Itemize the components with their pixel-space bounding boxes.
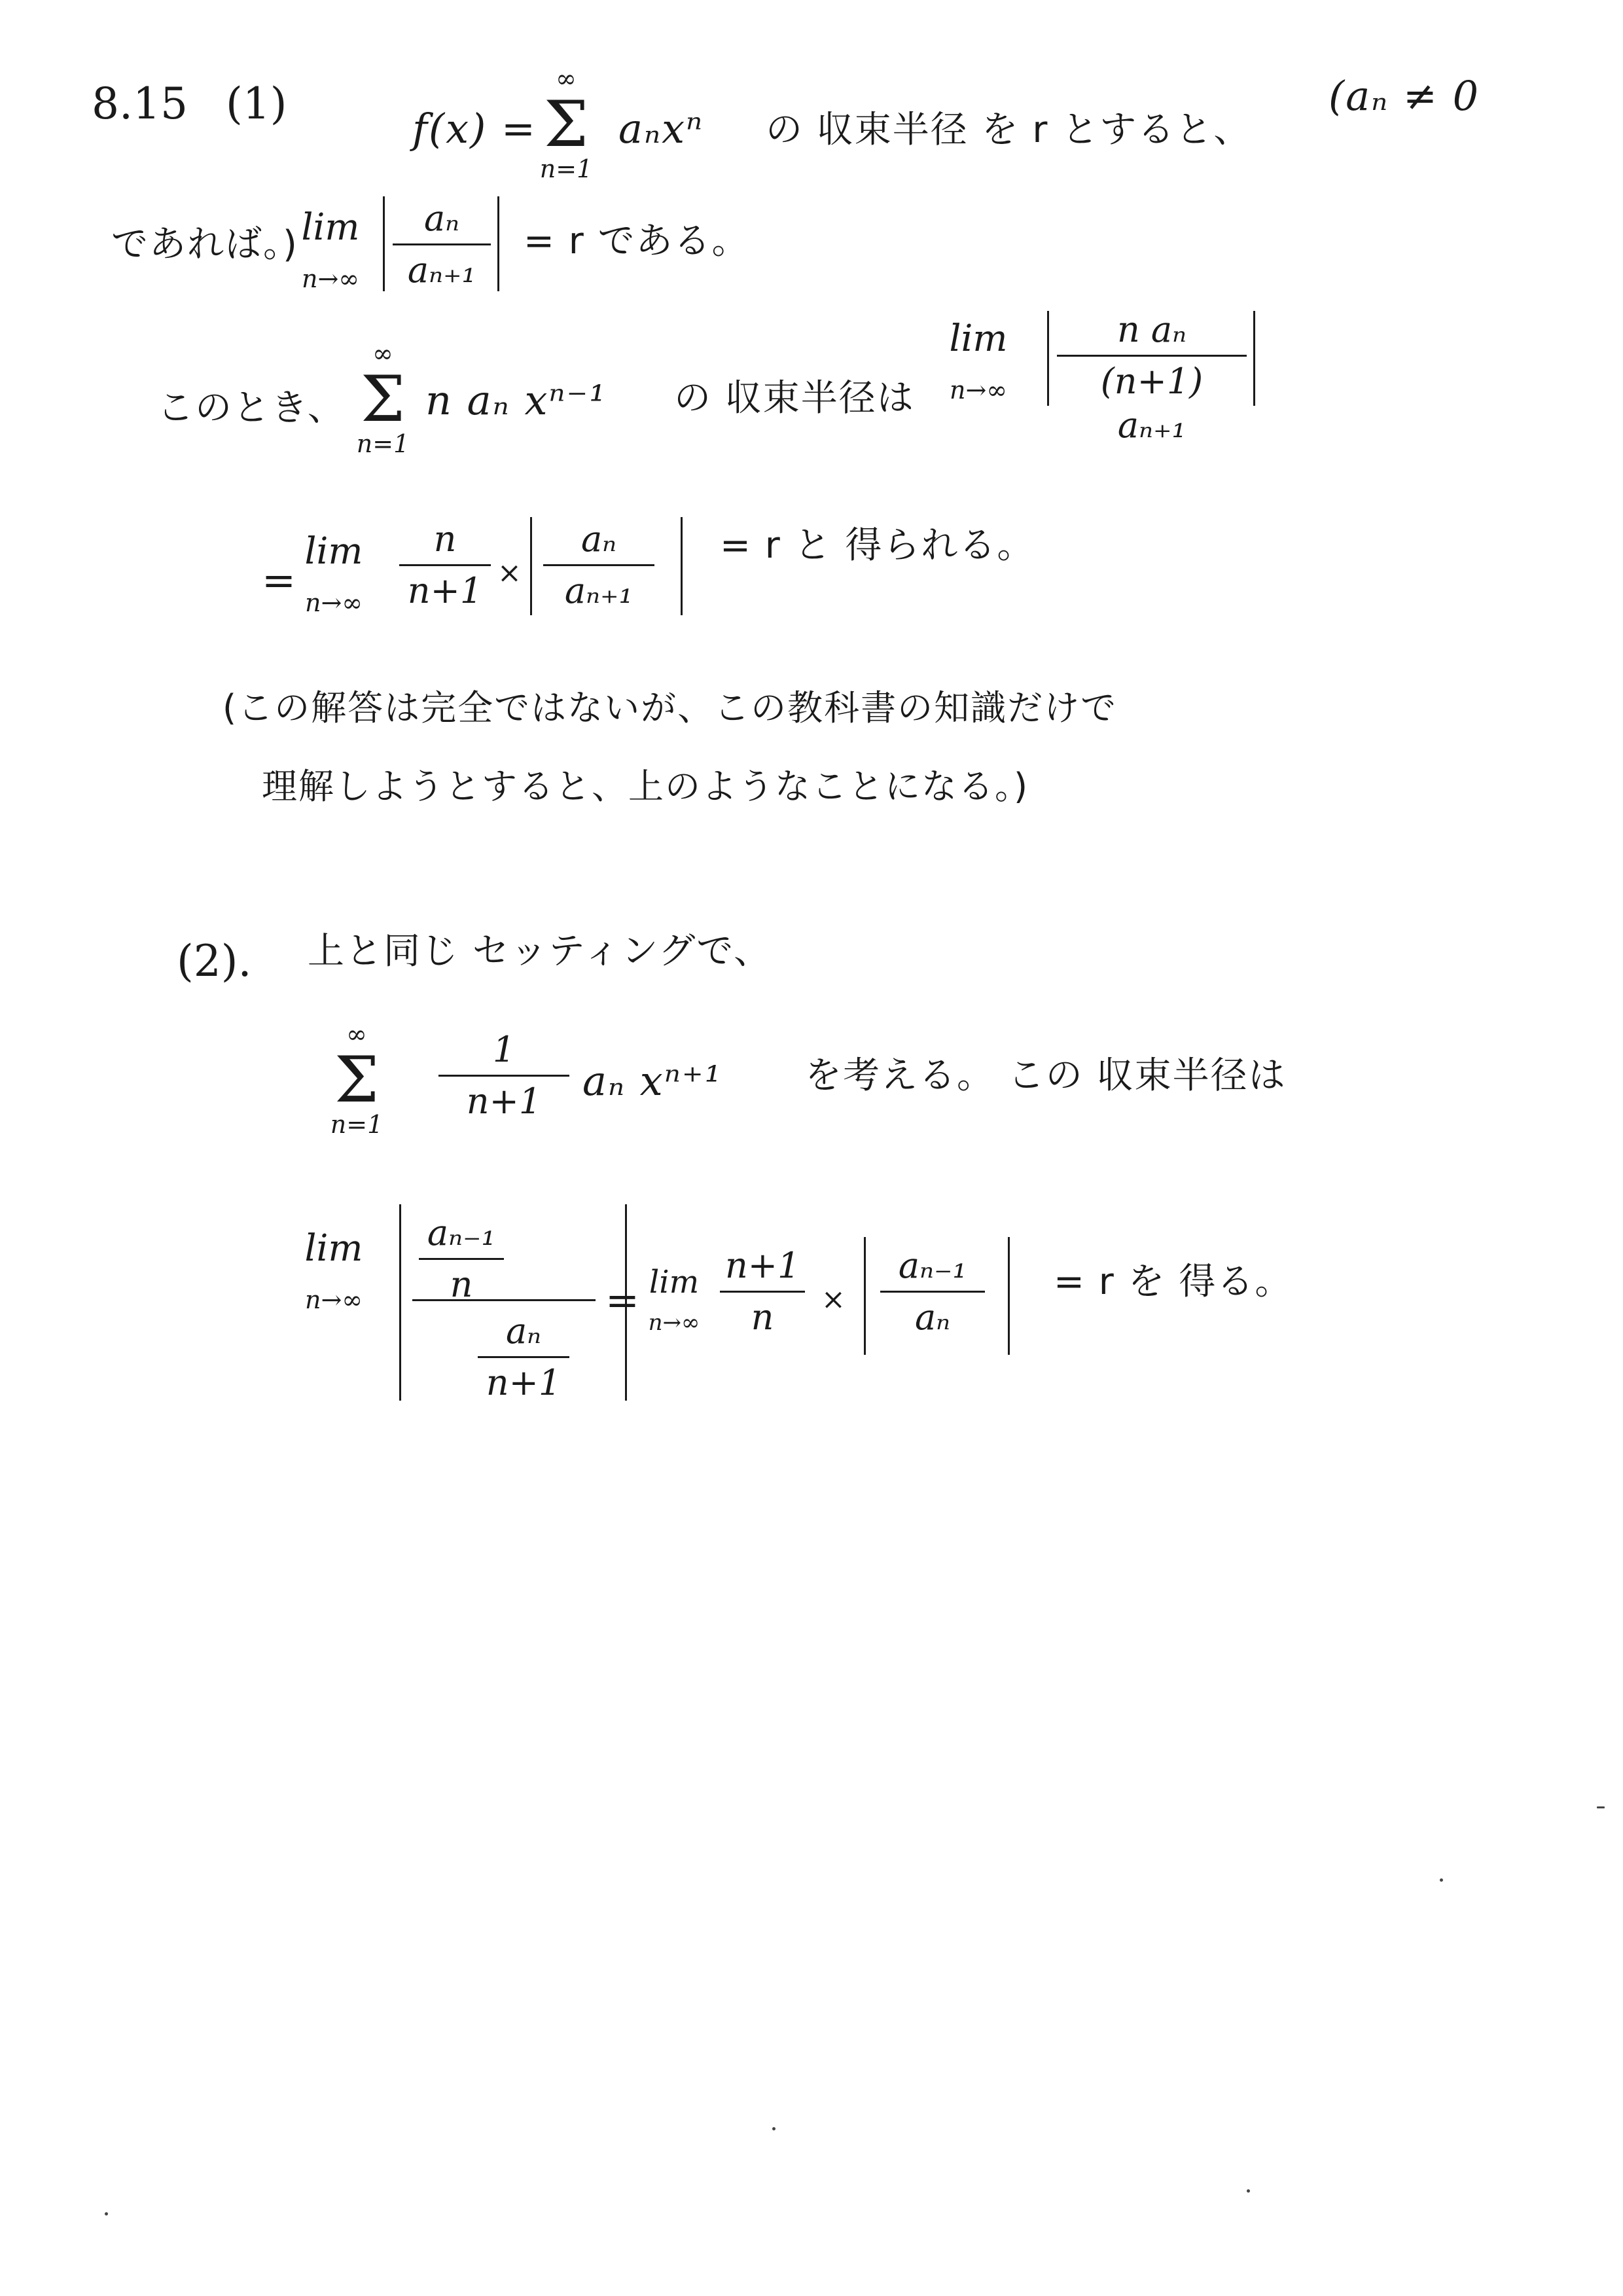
scan-speck: [772, 2127, 776, 2130]
f-of-x: f(x) =: [412, 105, 537, 152]
same-setting-text: 上と同じ セッティングで、: [308, 930, 772, 973]
ratio-n-n1: n n+1: [399, 517, 491, 613]
main-fraction-bar: [412, 1299, 596, 1301]
abs-bar: [399, 1204, 401, 1401]
ratio-an-an1-2: aₙ aₙ₊₁: [543, 517, 654, 613]
lim-5: lim n→∞: [648, 1264, 700, 1336]
abs-bar: [530, 517, 532, 615]
note-line-1: (この解答は完全ではないが、この教科書の知識だけで: [223, 687, 1118, 728]
abs-bar: [1047, 311, 1049, 406]
abs-bar: [383, 196, 385, 291]
times-sign: ×: [497, 556, 523, 590]
part1-label: (1): [226, 79, 287, 129]
derivative-series-term: n aₙ xⁿ⁻¹: [425, 376, 607, 424]
sum-operator-3: ∞ Σ n=1: [330, 1020, 383, 1139]
scan-speck: [105, 2212, 108, 2215]
lim-2: lim n→∞: [949, 317, 1008, 404]
scan-speck: [1440, 1878, 1443, 1882]
ratio-nan-n1an1: n aₙ (n+1) aₙ₊₁: [1057, 308, 1247, 448]
ratio-numerator: aₙ₋₁ n: [419, 1211, 504, 1306]
times-sign: ×: [821, 1283, 847, 1316]
nonzero-condition: (aₙ ≠ 0: [1329, 72, 1480, 120]
note-line-2: 理解しようとすると、上のようなことになる。): [262, 766, 1029, 807]
condition-close: であれば。): [111, 223, 298, 266]
ratio-an-an1: aₙ aₙ₊₁: [393, 196, 491, 292]
equals-r-statement: = r である。: [524, 220, 750, 262]
abs-bar: [681, 517, 683, 615]
abs-bar: [497, 196, 499, 291]
sum-operator-2: ∞ Σ n=1: [356, 339, 410, 458]
equals-sign: =: [262, 556, 297, 604]
scan-speck: [1597, 1806, 1605, 1808]
lim-4: lim n→∞: [304, 1227, 363, 1314]
lim-3: lim n→∞: [304, 530, 363, 617]
consider-text: を考える。 この 収束半径は: [805, 1054, 1287, 1097]
lim-1: lim n→∞: [301, 206, 360, 293]
sum-operator-1: ∞ Σ n=1: [539, 64, 593, 183]
obtained-r-text: = r と 得られる。: [720, 524, 1035, 567]
this-time-text: このとき、: [157, 387, 346, 429]
part2-label: (2).: [177, 936, 252, 986]
problem-number: 8.15: [92, 79, 188, 129]
equals-sign: =: [605, 1276, 641, 1324]
integral-series-term: aₙ xⁿ⁺¹: [582, 1057, 722, 1105]
radius-statement: の 収束半径 を r とすると、: [766, 109, 1252, 151]
scan-speck: [1247, 2189, 1250, 2193]
ratio-one-n1: 1 n+1: [438, 1028, 569, 1123]
get-r-text: = r を 得る。: [1054, 1261, 1293, 1303]
ratio-anm1-an: aₙ₋₁ aₙ: [880, 1244, 985, 1339]
ratio-denominator: aₙ n+1: [478, 1309, 569, 1405]
ratio-n1-n: n+1 n: [720, 1244, 805, 1339]
radius-is-text: の 収束半径は: [674, 377, 915, 420]
abs-bar: [864, 1237, 866, 1355]
series-term-1: aₙxⁿ: [618, 105, 704, 152]
abs-bar: [1008, 1237, 1010, 1355]
abs-bar: [1253, 311, 1255, 406]
